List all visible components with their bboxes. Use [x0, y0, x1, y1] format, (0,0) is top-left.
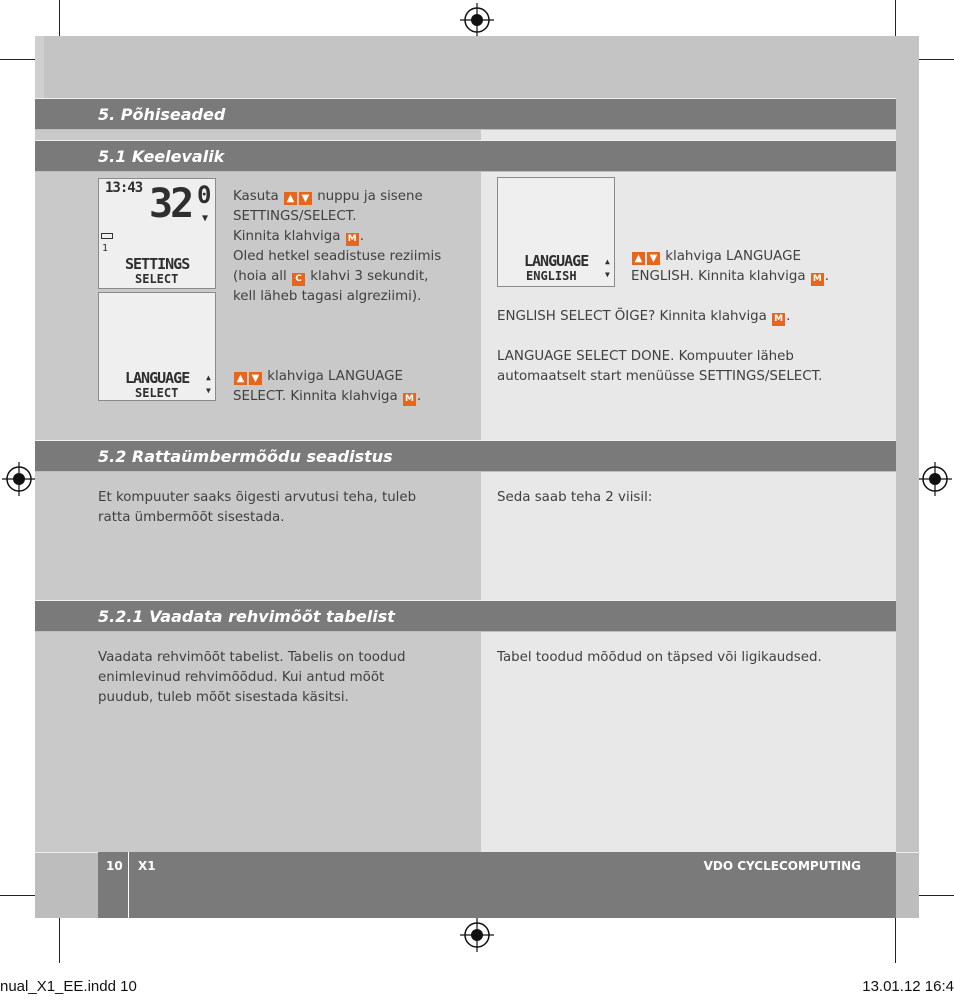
registration-mark-icon [460, 3, 494, 37]
down-button-icon: ▼ [299, 192, 312, 205]
lcd-down-arrow-icon: ▼ [202, 213, 209, 224]
text-line: ▲ ▼ klahviga LANGUAGE [233, 367, 473, 387]
m-button-icon: M [403, 393, 416, 406]
battery-icon [101, 233, 113, 239]
text-line: LANGUAGE SELECT DONE. Kompuuter läheb [497, 349, 794, 364]
text-line: enimlevinud rehvimõõdud. Kui antud mõõt [98, 670, 385, 685]
lcd-up-arrow-icon: ▲ [206, 373, 211, 382]
body-text [98, 648, 473, 708]
text-line: SELECT. Kinnita klahviga M . [233, 389, 422, 404]
up-button-icon: ▲ [234, 372, 247, 385]
up-button-icon: ▲ [632, 252, 645, 265]
c-button-icon: C [292, 273, 305, 286]
crop-mark [0, 895, 38, 896]
print-slug-date: 13.01.12 16:4 [862, 978, 954, 995]
instruction-text [497, 347, 892, 387]
lcd-down-arrow-icon: ▼ [206, 386, 211, 395]
text-line: kell läheb tagasi algreziimi). [233, 289, 422, 304]
text-line: Kinnita klahviga M . [233, 229, 364, 244]
instruction-text [631, 247, 891, 287]
text-line: Tabel toodud mõõdud on täpsed või ligikaudsed. [497, 650, 822, 665]
lcd-display-language-english [497, 177, 615, 287]
footer-brand: VDO CYCLECOMPUTING [703, 859, 861, 873]
top-left-strip [35, 36, 44, 98]
registration-mark-icon [918, 462, 952, 496]
m-button-icon: M [772, 313, 785, 326]
footer-page-box [98, 852, 129, 918]
m-button-icon: M [811, 273, 824, 286]
lcd-display-settings [98, 178, 216, 289]
lcd-speed-decimal: 0 [197, 181, 212, 209]
section-heading: 5.1 Keelevalik [35, 140, 896, 171]
lcd-line1: LANGUAGE [125, 369, 190, 387]
footer-model: X1 [138, 859, 156, 873]
lcd-bike-mark: 1 [102, 243, 109, 254]
crop-mark [895, 0, 896, 40]
text-line: ▲ ▼ klahviga LANGUAGE [631, 247, 891, 267]
crop-mark [59, 0, 60, 40]
footer-title-bar [129, 852, 896, 918]
instruction-text [233, 187, 473, 307]
spacer-panel-left [35, 130, 481, 140]
lcd-display-language-select [98, 292, 216, 401]
registration-mark-icon [2, 462, 36, 496]
down-button-icon: ▼ [249, 372, 262, 385]
section-heading: 5.2 Rattaümbermõõdu seadistus [35, 440, 896, 471]
lcd-time: 13:43 [105, 180, 143, 196]
text-line: ENGLISH. Kinnita klahviga M . [631, 269, 830, 284]
section-heading: 5. Põhiseaded [35, 98, 896, 129]
m-button-icon: M [346, 233, 359, 246]
lcd-up-arrow-icon: ▲ [605, 257, 610, 266]
body-text [98, 488, 473, 528]
print-slug-file: nual_X1_EE.indd 10 [0, 978, 137, 995]
crop-mark [916, 895, 954, 896]
top-band [44, 36, 919, 98]
text-line: Seda saab teha 2 viisil: [497, 490, 653, 505]
spacer-panel-right [481, 130, 896, 140]
lcd-line2: ENGLISH [526, 269, 577, 283]
lcd-line1: SETTINGS [125, 255, 190, 273]
text-line: Kasuta ▲ ▼ nuppu ja sisene [233, 189, 423, 204]
crop-mark [59, 918, 60, 963]
instruction-text [233, 367, 473, 407]
section-heading: 5.2.1 Vaadata rehvimõõt tabelist [35, 600, 896, 631]
lcd-down-arrow-icon: ▼ [605, 270, 610, 279]
lcd-line2: SELECT [135, 386, 179, 400]
text-line: ratta ümbermõõt sisestada. [98, 510, 285, 525]
text-line: (hoia all C klahvi 3 sekundit, [233, 269, 429, 284]
lcd-line1: LANGUAGE [524, 252, 589, 270]
lcd-speed: 32 [149, 181, 192, 227]
right-margin-strip [896, 98, 919, 852]
lcd-line2: SELECT [135, 272, 179, 286]
text-line: Vaadata rehvimõõt tabelist. Tabelis on toodud [98, 650, 406, 665]
text-line: Oled hetkel seadistuse reziimis [233, 249, 442, 264]
down-button-icon: ▼ [647, 252, 660, 265]
body-text [497, 648, 892, 668]
up-button-icon: ▲ [284, 192, 297, 205]
text-line: Et kompuuter saaks õigesti arvutusi teha, tuleb [98, 490, 417, 505]
text-line: ENGLISH SELECT ÕIGE? Kinnita klahviga M . [497, 309, 791, 324]
crop-mark [916, 59, 954, 60]
registration-mark-icon [460, 918, 494, 952]
crop-mark [0, 59, 38, 60]
page-number: 10 [106, 859, 123, 873]
text-line: SETTINGS/SELECT. [233, 209, 357, 224]
crop-mark [895, 918, 896, 963]
text-line: puudub, tuleb mõõt sisestada käsitsi. [98, 690, 349, 705]
instruction-text [497, 307, 892, 327]
text-line: automaatselt start menüüsse SETTINGS/SELECT. [497, 369, 823, 384]
body-text [497, 488, 892, 508]
